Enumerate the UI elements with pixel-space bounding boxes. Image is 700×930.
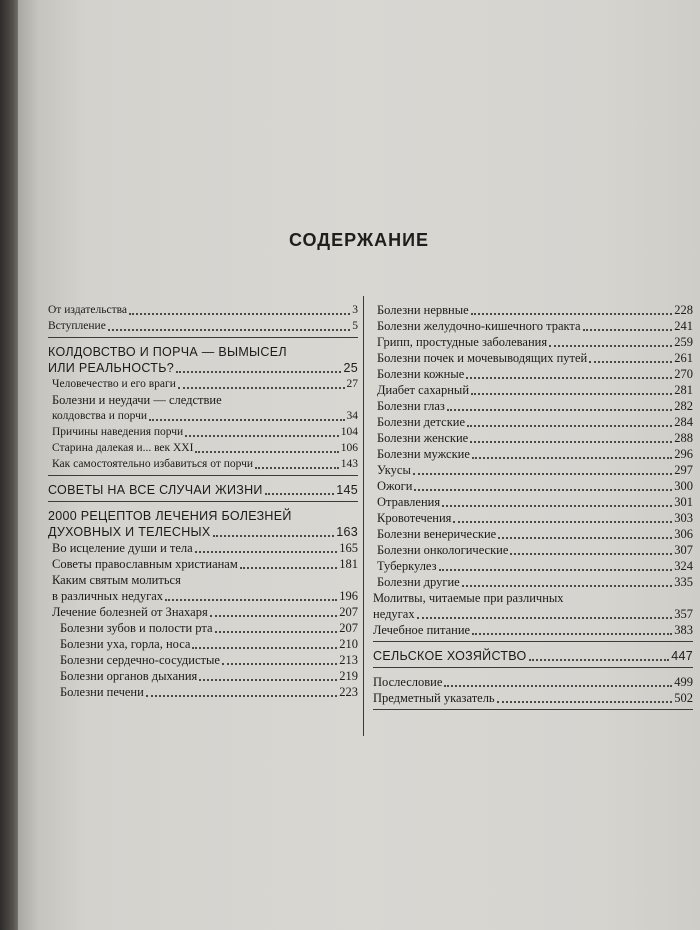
toc-entry: Лечебное питание 383 bbox=[373, 623, 693, 637]
toc-entry: Диабет сахарный 281 bbox=[377, 383, 693, 397]
toc-entry: Послесловие 499 bbox=[373, 675, 693, 689]
toc-entry: Болезни органов дыхания 219 bbox=[60, 669, 358, 683]
toc-entry: Причины наведения порчи 104 bbox=[52, 426, 358, 438]
toc-entry: Предметный указатель 502 bbox=[373, 691, 693, 705]
book-page bbox=[18, 0, 700, 930]
toc-entry: Болезни нервные 228 bbox=[377, 303, 693, 317]
section-heading-cont: ДУХОВНЫХ И ТЕЛЕСНЫХ 163 bbox=[48, 525, 358, 539]
toc-entry: Во исцеление души и тела 165 bbox=[52, 541, 358, 555]
toc-entry: Болезни мужские 296 bbox=[377, 447, 693, 461]
section-heading: СОВЕТЫ НА ВСЕ СЛУЧАИ ЖИЗНИ 145 bbox=[48, 483, 358, 497]
toc-section-end bbox=[373, 668, 693, 710]
toc-entry: Болезни женские 288 bbox=[377, 431, 693, 445]
toc-entry: Укусы 297 bbox=[377, 463, 693, 477]
toc-entry-multiline-cont: колдовства и порчи 34 bbox=[52, 410, 358, 422]
toc-entry-multiline-cont: недугах 357 bbox=[373, 607, 693, 621]
toc-entry-multiline: Молитвы, читаемые при различных bbox=[373, 591, 564, 605]
page-title: СОДЕРЖАНИЕ bbox=[288, 230, 430, 250]
toc-entry: Кровотечения 303 bbox=[377, 511, 693, 525]
toc-right-column bbox=[373, 300, 693, 710]
toc-entry-multiline: Болезни и неудачи — следствие bbox=[52, 393, 222, 407]
toc-left-column bbox=[48, 300, 358, 703]
toc-section-witchcraft bbox=[48, 338, 358, 476]
toc-entry-multiline-cont: в различных недугах 196 bbox=[52, 589, 358, 603]
toc-entry: Болезни зубов и полости рта 207 bbox=[60, 621, 358, 635]
section-heading-cont: ИЛИ РЕАЛЬНОСТЬ? 25 bbox=[48, 361, 358, 375]
toc-entry: Болезни уха, горла, носа 210 bbox=[60, 637, 358, 651]
toc-entry: Туберкулез 324 bbox=[377, 559, 693, 573]
section-heading: 2000 РЕЦЕПТОВ ЛЕЧЕНИЯ БОЛЕЗНЕЙ bbox=[48, 509, 292, 523]
toc-entry: Болезни другие 335 bbox=[377, 575, 693, 589]
toc-entry: Советы православным христианам 181 bbox=[52, 557, 358, 571]
toc-section-intro bbox=[48, 300, 358, 338]
toc-entry: Старина далекая и... век XXI 106 bbox=[52, 442, 358, 454]
toc-entry: Болезни венерические 306 bbox=[377, 527, 693, 541]
toc-section-agriculture bbox=[373, 642, 693, 668]
toc-entry: Грипп, простудные заболевания 259 bbox=[377, 335, 693, 349]
toc-section-recipes bbox=[48, 502, 358, 703]
column-divider bbox=[363, 296, 364, 736]
toc-entry: Болезни онкологические 307 bbox=[377, 543, 693, 557]
toc-section-diseases bbox=[373, 300, 693, 642]
toc-entry: Лечение болезней от Знахаря 207 bbox=[52, 605, 358, 619]
toc-entry: Болезни сердечно-сосудистые 213 bbox=[60, 653, 358, 667]
toc-entry: Человечество и его враги 27 bbox=[52, 378, 358, 390]
toc-entry: Болезни глаз 282 bbox=[377, 399, 693, 413]
toc-entry: Вступление 5 bbox=[48, 320, 358, 332]
toc-entry: Болезни детские 284 bbox=[377, 415, 693, 429]
toc-entry: Болезни желудочно-кишечного тракта 241 bbox=[377, 319, 693, 333]
section-heading: КОЛДОВСТВО И ПОРЧА — ВЫМЫСЕЛ bbox=[48, 345, 287, 359]
toc-entry-multiline: Каким святым молиться bbox=[52, 573, 181, 587]
toc-entry: Отравления 301 bbox=[377, 495, 693, 509]
toc-entry: От издательства 3 bbox=[48, 304, 358, 316]
toc-section-advice bbox=[48, 476, 358, 502]
toc-entry: Болезни почек и мочевыводящих путей 261 bbox=[377, 351, 693, 365]
section-heading: СЕЛЬСКОЕ ХОЗЯЙСТВО 447 bbox=[373, 649, 693, 663]
toc-entry: Болезни кожные 270 bbox=[377, 367, 693, 381]
toc-entry: Как самостоятельно избавиться от порчи 143 bbox=[52, 458, 358, 470]
toc-entry: Болезни печени 223 bbox=[60, 685, 358, 699]
toc-entry: Ожоги 300 bbox=[377, 479, 693, 493]
